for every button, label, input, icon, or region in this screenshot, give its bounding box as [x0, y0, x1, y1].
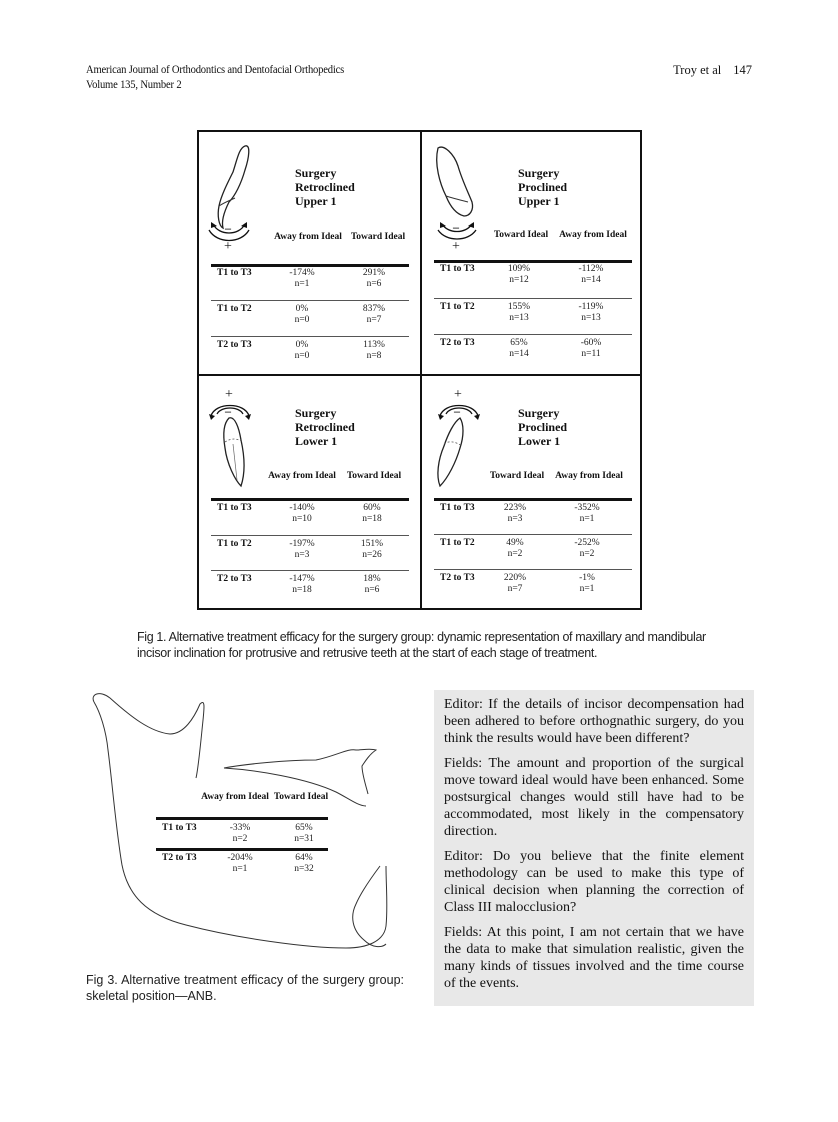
journal-name: American Journal of Orthodontics and Dentofacial Orthopedics — [86, 64, 345, 76]
svg-text:+: + — [225, 387, 233, 402]
rule — [434, 334, 632, 335]
quadrant-upper-retroclined: – + Surgery Retroclined Upper 1 Away from Ideal Toward Ideal T1 to T3 -174% n=1 291% n=6 T1 to T2 0% n=0 837% n=7 T2 to T3 0% n=0 113% n=8 — [199, 132, 420, 372]
column-header: Toward Ideal — [350, 232, 406, 242]
column-header: Away from Ideal — [268, 471, 336, 481]
rule — [434, 298, 632, 299]
figure-1-caption: Fig 1. Alternative treatment efficacy for the surgery group: dynamic representation of maxillary and mandibular incisor inclination for protrusive and retrusive teeth at the start of each stage of treatment. — [137, 630, 706, 660]
lower-incisor-rotation-icon — [205, 384, 265, 494]
rule — [434, 534, 632, 535]
running-header-page — [661, 63, 752, 78]
rule — [211, 570, 409, 571]
quadrant-upper-proclined: – + Surgery Proclined Upper 1 Toward Ideal Away from Ideal T1 to T3 109% n=12 -112% n=14 T1 to T2 155% n=13 -119% n=13 T2 to T3 65% n=14 -60% n=11 — [422, 132, 643, 372]
upper-incisor-rotation-icon — [428, 140, 488, 250]
fields-answer: Fields: At this point, I am not certain that we have the data to make that simulation realistic, given the many kinds of tissues involved and the time course of the events. — [444, 925, 744, 991]
column-header: Toward Ideal — [493, 230, 549, 240]
svg-text:–: – — [225, 404, 231, 418]
interview-sidebar — [434, 690, 754, 1006]
rule — [434, 569, 632, 570]
editor-question: Editor: Do you believe that the finite element methodology can be used to make this type of clinical decision when planning the correction of Class III malocclusion? — [444, 849, 744, 915]
quadrant-title: Surgery Retroclined Upper 1 — [295, 166, 355, 208]
rule — [211, 336, 409, 337]
upper-incisor-rotation-icon — [205, 140, 265, 250]
authors: Troy et al — [673, 63, 722, 77]
column-header: Away from Ideal — [559, 230, 627, 240]
fields-answer: Fields: The amount and proportion of the surgical move toward ideal would have been enhanced. Some postsurgical changes would still have had to be accommodated, most likely in the compensatory direction. — [444, 756, 744, 839]
svg-text:–: – — [454, 404, 460, 418]
page-number: 147 — [733, 63, 752, 77]
rule — [434, 260, 632, 263]
svg-text:+: + — [452, 239, 460, 250]
column-header: Away from Ideal — [555, 471, 623, 481]
journal-volume: Volume 135, Number 2 — [86, 79, 182, 91]
running-header-journal — [86, 63, 344, 93]
rule — [211, 498, 409, 501]
column-header: Away from Ideal — [274, 232, 342, 242]
figure-1 — [197, 130, 642, 610]
figure-3-caption: Fig 3. Alternative treatment efficacy of the surgery group: skeletal position—ANB. — [86, 973, 404, 1003]
rule — [211, 535, 409, 536]
figure-3: Away from Ideal Toward Ideal T1 to T3 -33% n=2 65% n=31 T2 to T3 -204% n=1 64% n=32 — [86, 690, 408, 955]
lower-incisor-rotation-icon — [428, 384, 488, 494]
column-header: Away from Ideal — [201, 792, 269, 802]
svg-text:+: + — [454, 387, 462, 402]
svg-text:+: + — [224, 239, 232, 250]
rule — [211, 300, 409, 301]
rule — [211, 264, 409, 267]
quadrant-title: Surgery Retroclined Lower 1 — [295, 406, 355, 448]
quadrant-lower-retroclined: + – Surgery Retroclined Lower 1 Away from Ideal Toward Ideal T1 to T3 -140% n=10 60% n=18 T1 to T2 -197% n=3 151% n=26 T2 to T3 -147% n=18 18% n=6 — [199, 376, 420, 616]
rule — [434, 498, 632, 501]
column-header: Toward Ideal — [489, 471, 545, 481]
quadrant-title: Surgery Proclined Upper 1 — [518, 166, 568, 208]
column-header: Toward Ideal — [346, 471, 402, 481]
rule — [156, 817, 328, 820]
svg-text:–: – — [453, 220, 459, 234]
editor-question: Editor: If the details of incisor decompensation had been adhered to before orthognathic surgery, do you think the results would have been different? — [444, 697, 744, 746]
svg-text:–: – — [225, 221, 231, 235]
column-header: Toward Ideal — [273, 792, 329, 802]
rule — [156, 848, 328, 851]
quadrant-title: Surgery Proclined Lower 1 — [518, 406, 568, 448]
quadrant-lower-proclined: + – Surgery Proclined Lower 1 Toward Ideal Away from Ideal T1 to T3 223% n=3 -352% n=1 T1 to T2 49% n=2 -252% n=2 T2 to T3 220% n=7 -1% n=1 — [422, 376, 643, 616]
